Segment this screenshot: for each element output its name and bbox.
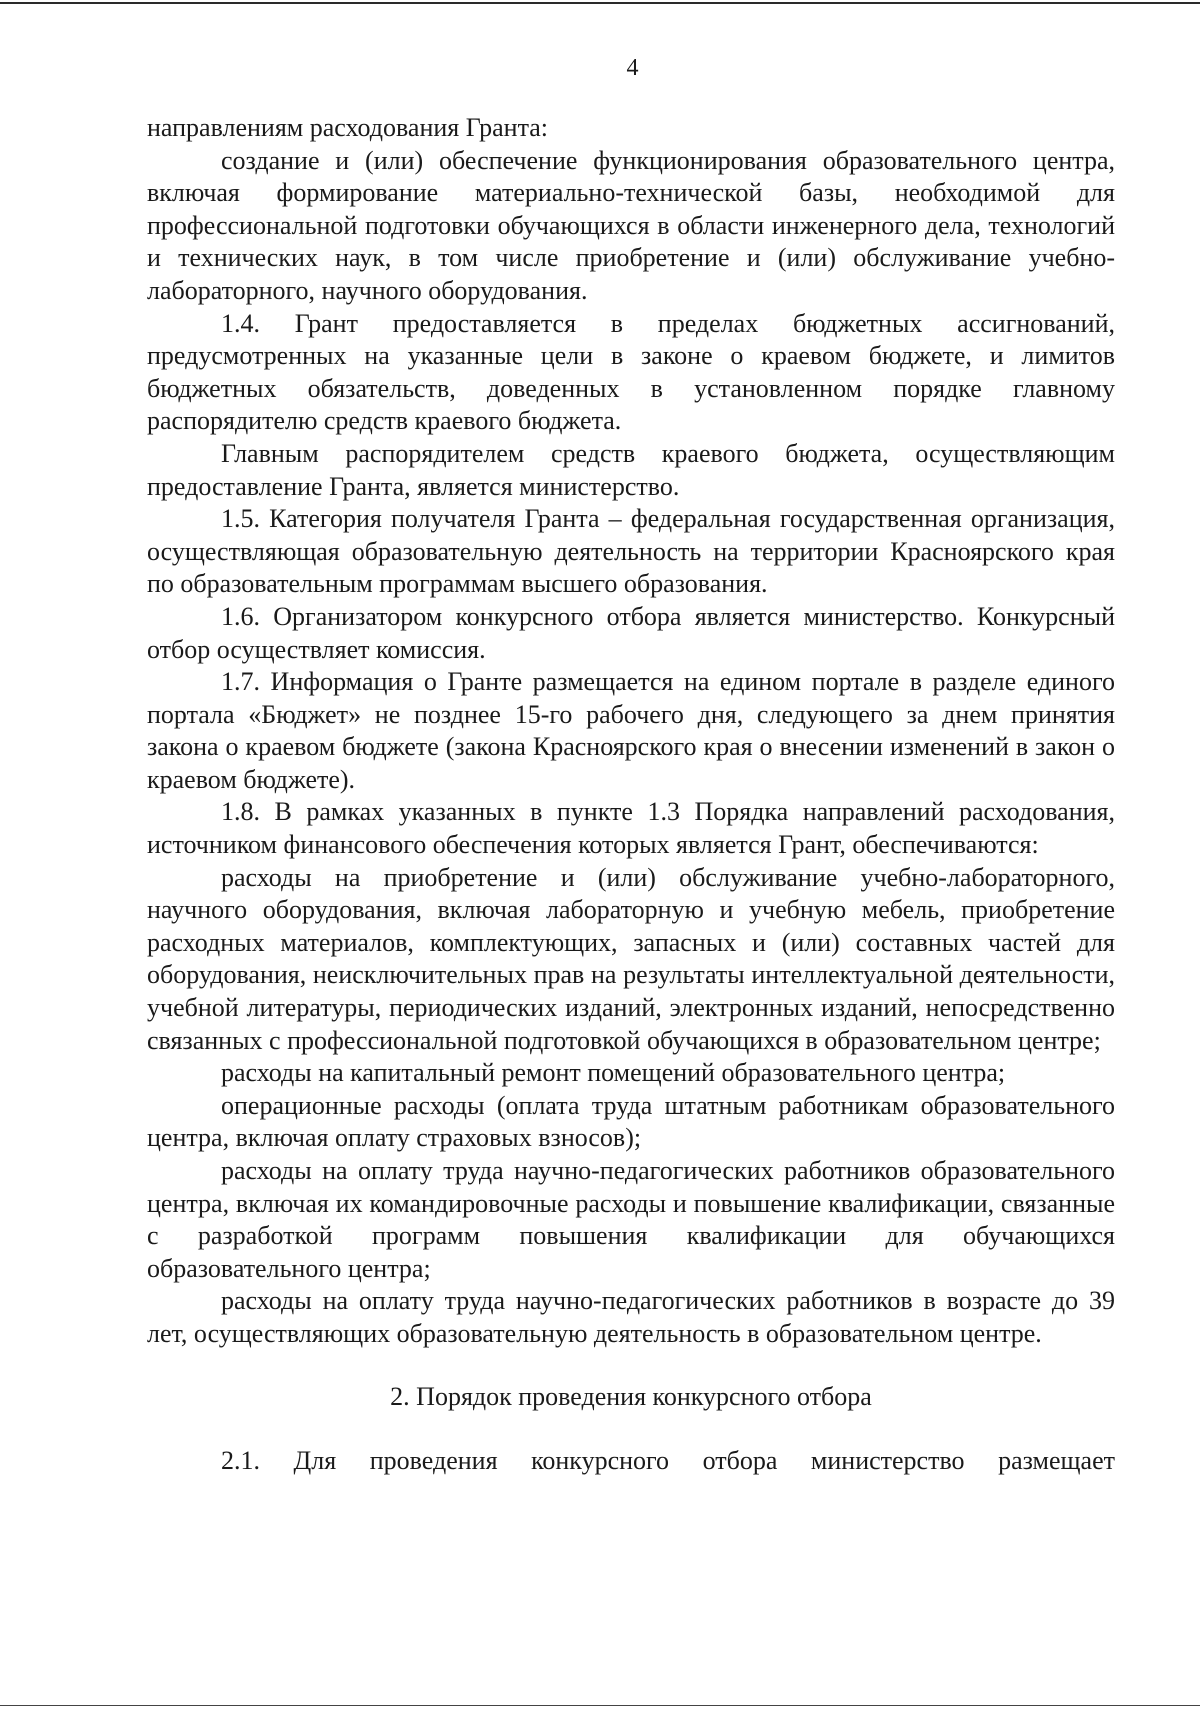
paragraph-expenses-young-staff: расходы на оплату труда научно-педагогических работников в возрасте до 39 лет, осуществляющих образовательную деятельность в образовательном центре. bbox=[147, 1286, 1115, 1348]
paragraph-1-5: 1.5. Категория получателя Гранта – федеральная государственная организация, осуществляющая образовательную деятельность на территории Красноярского края по образовательным программам высшего образования. bbox=[147, 504, 1115, 599]
paragraph-grant-direction: создание и (или) обеспечение функционирования образовательного центра, включая формирование материально-технической базы, необходимой для профессиональной подготовки обучающихся в области инженерного дела, технологий и технических наук, в том числе приобретение и (или) обслуживание учебно-лабораторного, научного оборудования. bbox=[147, 145, 1115, 305]
paragraph-1-8: 1.8. В рамках указанных в пункте 1.3 Порядка направлений расходования, источником финансового обеспечения которых является Грант, обеспечиваются: bbox=[147, 797, 1115, 860]
scan-bottom-edge bbox=[0, 1705, 1200, 1706]
scan-top-edge bbox=[0, 2, 1200, 4]
paragraph-continuation: направлениям расходования Гранта: bbox=[147, 113, 549, 142]
paragraph-1-6: 1.6. Организатором конкурсного отбора является министерство. Конкурсный отбор осуществляет комиссия. bbox=[147, 601, 1115, 664]
paragraph-2-1: 2.1. Для проведения конкурсного отбора министерство размещает bbox=[221, 1446, 1115, 1476]
paragraph-1-7: 1.7. Информация о Гранте размещается на едином портале в разделе единого портала «Бюджет» не позднее 15-го рабочего дня, следующего за днем принятия закона о краевом бюджете (закона Красноярского края о внесении изменений в закон о краевом бюджете). bbox=[147, 667, 1115, 794]
paragraph-expenses-repair: расходы на капитальный ремонт помещений образовательного центра; bbox=[221, 1058, 1006, 1088]
paragraph-expenses-staff: расходы на оплату труда научно-педагогических работников образовательного центра, включая их командировочные расходы и повышение квалификации, связанные с разработкой программ повышения квалификации для обучающихся образовательного центра; bbox=[147, 1156, 1115, 1283]
paragraph-1-4: 1.4. Грант предоставляется в пределах бюджетных ассигнований, предусмотренных на указанные цели в законе о краевом бюджете, и лимитов бюджетных обязательств, доведенных в установленном порядке главному распорядителю средств краевого бюджета. bbox=[147, 308, 1115, 436]
paragraph-main-administrator: Главным распорядителем средств краевого бюджета, осуществляющим предоставление Гранта, является министерство. bbox=[147, 438, 1115, 501]
paragraph-expenses-equipment: расходы на приобретение и (или) обслуживание учебно-лабораторного, научного оборудования, включая лабораторную и учебную мебель, приобретение расходных материалов, комплектующих, запасных и (или) составных частей для оборудования, неисключительных прав на результаты интеллектуальной деятельности, учебной литературы, периодических изданий, электронных изданий, непосредственно связанных с профессиональной подготовкой обучающихся в образовательном центре; bbox=[147, 862, 1115, 1055]
page-number: 4 bbox=[626, 55, 639, 81]
document-body bbox=[147, 112, 1115, 1478]
section-heading: 2. Порядок проведения конкурсного отбора bbox=[390, 1381, 872, 1411]
paragraph-expenses-operational: операционные расходы (оплата труда штатным работникам образовательного центра, включая оплату страховых взносов); bbox=[147, 1090, 1115, 1153]
